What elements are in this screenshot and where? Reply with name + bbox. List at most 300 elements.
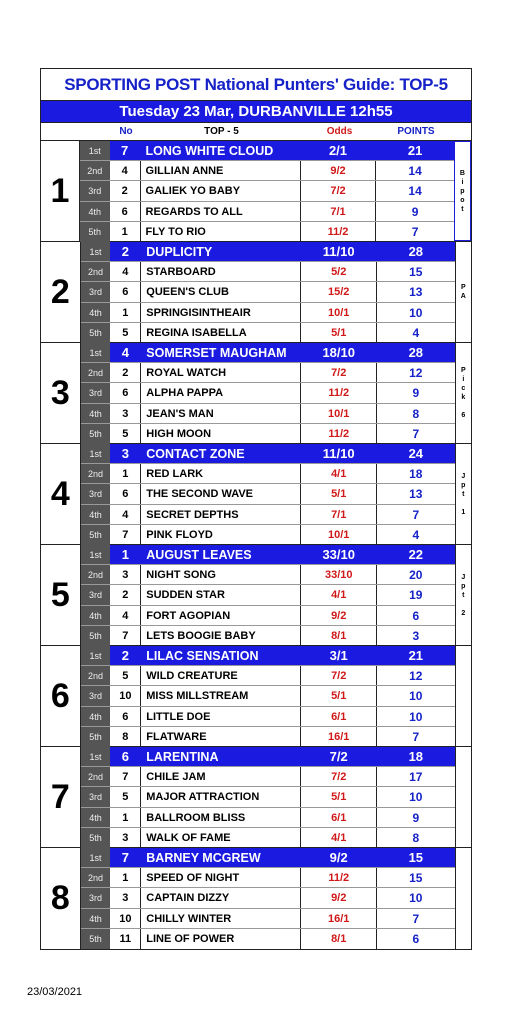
horse-number: 7 xyxy=(110,525,141,545)
horse-number: 2 xyxy=(110,242,141,261)
horse-name: FLY TO RIO xyxy=(141,222,301,242)
finish-position: 1st xyxy=(80,141,110,160)
bet-type-note xyxy=(455,848,471,949)
header-odds: Odds xyxy=(326,126,353,137)
print-date: 23/03/2021 xyxy=(27,986,83,998)
horse-odds: 15/2 xyxy=(301,282,377,301)
finish-position: 4th xyxy=(81,808,111,827)
horse-number: 7 xyxy=(110,767,141,786)
horse-name: LITTLE DOE xyxy=(141,707,301,726)
selection-row xyxy=(81,262,455,282)
race-block xyxy=(41,848,471,949)
bet-type-note xyxy=(455,545,471,645)
note-char: o xyxy=(460,196,465,204)
note-char: P xyxy=(460,284,466,291)
finish-position: 1st xyxy=(81,242,111,261)
horse-points: 19 xyxy=(409,588,423,603)
horse-odds: 7/1 xyxy=(301,505,377,524)
horse-points: 15 xyxy=(377,848,455,867)
race-selections xyxy=(81,747,455,847)
race-selections xyxy=(81,545,455,645)
horse-number: 1 xyxy=(110,868,141,887)
horse-odds: 5/1 xyxy=(301,484,377,503)
horse-odds: 4/1 xyxy=(301,464,377,483)
race-number: 3 xyxy=(41,343,81,443)
horse-odds: 11/2 xyxy=(301,868,377,887)
horse-number: 1 xyxy=(110,808,141,827)
horse-odds: 16/1 xyxy=(301,909,377,928)
horse-points: 8 xyxy=(412,406,420,421)
horse-number: 7 xyxy=(110,848,141,867)
selection-row xyxy=(81,525,455,545)
horse-name: QUEEN'S CLUB xyxy=(141,282,301,301)
horse-number: 10 xyxy=(110,686,141,705)
horse-number: 1 xyxy=(110,222,141,242)
horse-odds: 7/2 xyxy=(301,666,377,685)
note-char: t xyxy=(462,490,465,498)
selection-row xyxy=(80,222,454,242)
selection-row xyxy=(81,404,455,424)
horse-odds: 4/1 xyxy=(301,828,377,848)
horse-number: 5 xyxy=(110,787,141,806)
note-char: J xyxy=(461,573,466,581)
race-block xyxy=(41,242,471,343)
horse-odds: 9/2 xyxy=(301,848,377,867)
horse-points: 3 xyxy=(412,628,420,643)
horse-name: GILLIAN ANNE xyxy=(141,161,301,180)
note-char: B xyxy=(459,169,465,177)
finish-position: 3rd xyxy=(81,888,111,907)
horse-name: ALPHA PAPPA xyxy=(141,383,301,402)
finish-position: 5th xyxy=(81,626,111,646)
horse-number: 5 xyxy=(110,424,141,444)
horse-odds: 9/2 xyxy=(301,606,377,625)
finish-position: 2nd xyxy=(81,363,111,382)
horse-name: CAPTAIN DIZZY xyxy=(141,888,301,907)
selection-row xyxy=(80,141,454,161)
horse-points: 28 xyxy=(377,242,455,261)
horse-odds: 11/2 xyxy=(301,424,377,444)
horse-points: 7 xyxy=(411,224,419,239)
race-number: 4 xyxy=(41,444,81,544)
horse-odds: 7/2 xyxy=(301,767,377,786)
finish-position: 2nd xyxy=(81,262,111,281)
selection-row xyxy=(81,929,455,949)
note-char: t xyxy=(462,591,465,599)
horse-number: 7 xyxy=(110,141,141,160)
horse-name: WILD CREATURE xyxy=(141,666,301,685)
horse-odds: 7/1 xyxy=(301,202,377,221)
horse-points: 9 xyxy=(412,810,420,825)
horse-number: 6 xyxy=(110,747,141,766)
race-selections xyxy=(81,242,455,342)
race-number: 6 xyxy=(41,646,81,746)
horse-number: 2 xyxy=(110,181,141,200)
finish-position: 2nd xyxy=(81,868,111,887)
horse-number: 6 xyxy=(110,707,141,726)
finish-position: 3rd xyxy=(81,585,111,604)
finish-position: 4th xyxy=(81,606,111,625)
selection-row xyxy=(81,424,455,444)
finish-position: 2nd xyxy=(81,565,111,584)
finish-position: 3rd xyxy=(81,383,111,402)
horse-points: 21 xyxy=(377,646,455,665)
selection-row xyxy=(81,666,455,686)
race-number: 7 xyxy=(41,747,81,847)
horse-number: 10 xyxy=(110,909,141,928)
horse-points: 10 xyxy=(409,689,423,704)
header-no: No xyxy=(119,126,133,137)
horse-odds: 5/1 xyxy=(301,686,377,705)
note-char: c xyxy=(461,385,466,392)
horse-name: WALK OF FAME xyxy=(141,828,301,848)
bet-type-note xyxy=(455,444,471,544)
horse-number: 4 xyxy=(110,343,141,362)
note-char: J xyxy=(461,472,466,480)
horse-odds: 7/2 xyxy=(301,363,377,382)
horse-points: 15 xyxy=(409,871,423,886)
finish-position: 2nd xyxy=(81,464,111,483)
selection-row xyxy=(81,808,455,828)
horse-name: LONG WHITE CLOUD xyxy=(141,141,301,160)
horse-name: THE SECOND WAVE xyxy=(141,484,301,503)
horse-name: SECRET DEPTHS xyxy=(141,505,301,524)
bet-type-note xyxy=(455,242,471,342)
finish-position: 1st xyxy=(81,444,111,463)
horse-points: 18 xyxy=(409,467,423,482)
horse-odds: 16/1 xyxy=(301,727,377,747)
horse-points: 21 xyxy=(376,141,454,160)
race-block xyxy=(41,444,471,545)
bet-type-note xyxy=(455,343,471,443)
finish-position: 3rd xyxy=(81,686,111,705)
finish-position: 5th xyxy=(81,727,111,747)
note-char: k xyxy=(461,394,466,401)
horse-name: BALLROOM BLISS xyxy=(141,808,301,827)
selection-row xyxy=(80,202,454,222)
finish-position: 4th xyxy=(81,909,111,928)
finish-position: 2nd xyxy=(81,666,111,685)
selection-row xyxy=(81,909,455,929)
horse-name: FORT AGOPIAN xyxy=(141,606,301,625)
horse-points: 18 xyxy=(377,747,455,766)
selection-row xyxy=(81,868,455,888)
finish-position: 1st xyxy=(81,343,111,362)
race-number: 5 xyxy=(41,545,81,645)
horse-name: MISS MILLSTREAM xyxy=(141,686,301,705)
horse-number: 3 xyxy=(110,888,141,907)
selection-row xyxy=(81,505,455,525)
finish-position: 1st xyxy=(81,646,111,665)
note-char: t xyxy=(461,205,464,213)
horse-name: ROYAL WATCH xyxy=(141,363,301,382)
selection-row xyxy=(81,242,455,262)
horse-points: 10 xyxy=(409,891,423,906)
selection-row xyxy=(81,646,455,666)
horse-number: 11 xyxy=(110,929,141,949)
selection-row xyxy=(81,323,455,343)
horse-odds: 11/10 xyxy=(301,444,377,463)
selection-row xyxy=(81,444,455,464)
horse-number: 1 xyxy=(110,545,141,564)
header-points: POINTS xyxy=(397,126,435,137)
finish-position: 5th xyxy=(81,424,111,444)
selection-row xyxy=(81,828,455,848)
horse-points: 9 xyxy=(412,386,420,401)
race-number: 2 xyxy=(41,242,81,342)
finish-position: 3rd xyxy=(81,484,111,503)
horse-odds: 11/2 xyxy=(301,383,377,402)
column-header-row xyxy=(41,123,471,141)
horse-odds: 18/10 xyxy=(301,343,377,362)
horse-number: 2 xyxy=(110,646,141,665)
horse-points: 9 xyxy=(411,204,419,219)
bet-type-note xyxy=(455,646,471,746)
finish-position: 3rd xyxy=(80,181,110,200)
horse-odds: 7/2 xyxy=(301,747,377,766)
race-selections xyxy=(80,141,454,241)
bet-type-note xyxy=(455,747,471,847)
finish-position: 3rd xyxy=(81,282,111,301)
race-number: 8 xyxy=(41,848,81,949)
selection-row xyxy=(81,343,455,363)
horse-number: 2 xyxy=(110,585,141,604)
horse-number: 6 xyxy=(110,383,141,402)
horse-number: 7 xyxy=(110,626,141,646)
selection-row xyxy=(81,464,455,484)
horse-points: 20 xyxy=(409,568,423,583)
sheet-title: SPORTING POST National Punters' Guide: TOP-5 xyxy=(64,75,448,94)
horse-number: 4 xyxy=(110,262,141,281)
race-block xyxy=(41,141,471,242)
horse-points: 7 xyxy=(412,507,420,522)
finish-position: 5th xyxy=(81,323,111,343)
finish-position: 2nd xyxy=(81,767,111,786)
selection-row xyxy=(81,363,455,383)
selection-row xyxy=(81,303,455,323)
horse-odds: 10/1 xyxy=(301,525,377,545)
horse-odds: 11/10 xyxy=(301,242,377,261)
race-block xyxy=(41,343,471,444)
horse-points: 14 xyxy=(408,164,422,179)
selection-row xyxy=(81,484,455,504)
finish-position: 4th xyxy=(81,303,111,322)
finish-position: 4th xyxy=(81,707,111,726)
horse-name: PINK FLOYD xyxy=(141,525,301,545)
horse-points: 7 xyxy=(412,911,420,926)
horse-odds: 8/1 xyxy=(301,929,377,949)
horse-name: REGARDS TO ALL xyxy=(141,202,301,221)
race-selections xyxy=(81,343,455,443)
selection-row xyxy=(81,606,455,626)
horse-number: 4 xyxy=(110,606,141,625)
finish-position: 5th xyxy=(81,929,111,949)
horse-name: FLATWARE xyxy=(141,727,301,747)
note-char: i xyxy=(461,178,464,186)
selection-row xyxy=(81,707,455,727)
horse-name: LETS BOOGIE BABY xyxy=(141,626,301,646)
punters-guide-sheet xyxy=(40,68,472,950)
horse-name: CHILE JAM xyxy=(141,767,301,786)
horse-number: 1 xyxy=(110,303,141,322)
selection-row xyxy=(80,161,454,181)
selection-row xyxy=(81,282,455,302)
selection-row xyxy=(81,787,455,807)
horse-name: AUGUST LEAVES xyxy=(141,545,301,564)
horse-odds: 5/1 xyxy=(301,323,377,343)
horse-name: MAJOR ATTRACTION xyxy=(141,787,301,806)
selection-row xyxy=(81,626,455,646)
horse-odds: 2/1 xyxy=(301,141,377,160)
horse-number: 6 xyxy=(110,484,141,503)
horse-points: 13 xyxy=(409,285,423,300)
horse-points: 10 xyxy=(409,709,423,724)
finish-position: 3rd xyxy=(81,787,111,806)
horse-name: JEAN'S MAN xyxy=(141,404,301,423)
horse-number: 5 xyxy=(110,323,141,343)
horse-odds: 5/1 xyxy=(301,787,377,806)
finish-position: 2nd xyxy=(80,161,110,180)
horse-name: STARBOARD xyxy=(141,262,301,281)
horse-points: 13 xyxy=(409,487,423,502)
race-block xyxy=(41,545,471,646)
selection-row xyxy=(81,888,455,908)
selection-row xyxy=(81,686,455,706)
horse-name: LINE OF POWER xyxy=(141,929,301,949)
horse-odds: 9/2 xyxy=(301,161,377,180)
horse-points: 12 xyxy=(409,669,423,684)
finish-position: 1st xyxy=(81,747,111,766)
horse-points: 22 xyxy=(377,545,455,564)
horse-points: 28 xyxy=(377,343,455,362)
race-selections xyxy=(81,444,455,544)
horse-points: 7 xyxy=(412,426,420,441)
horse-number: 1 xyxy=(110,464,141,483)
horse-odds: 33/10 xyxy=(301,565,377,584)
horse-name: REGINA ISABELLA xyxy=(141,323,301,343)
finish-position: 5th xyxy=(81,828,111,848)
horse-number: 3 xyxy=(110,444,141,463)
horse-odds: 4/1 xyxy=(301,585,377,604)
race-selections xyxy=(81,646,455,746)
selection-row xyxy=(81,545,455,565)
selection-row xyxy=(81,383,455,403)
horse-points: 4 xyxy=(412,325,420,340)
horse-points: 14 xyxy=(408,184,422,199)
horse-name: CONTACT ZONE xyxy=(141,444,301,463)
horse-name: SPEED OF NIGHT xyxy=(141,868,301,887)
horse-name: NIGHT SONG xyxy=(141,565,301,584)
horse-name: CHILLY WINTER xyxy=(141,909,301,928)
horse-odds: 5/2 xyxy=(301,262,377,281)
note-char: p xyxy=(460,187,465,195)
horse-points: 10 xyxy=(409,790,423,805)
horse-name: LARENTINA xyxy=(141,747,301,766)
horse-number: 4 xyxy=(110,505,141,524)
race-selections xyxy=(81,848,455,949)
finish-position: 4th xyxy=(80,202,110,221)
horse-name: RED LARK xyxy=(141,464,301,483)
races-container xyxy=(41,141,471,949)
horse-name: DUPLICITY xyxy=(141,242,301,261)
note-char: p xyxy=(461,582,466,590)
finish-position: 5th xyxy=(80,222,110,242)
horse-number: 2 xyxy=(110,363,141,382)
horse-odds: 9/2 xyxy=(301,888,377,907)
horse-name: SUDDEN STAR xyxy=(141,585,301,604)
horse-number: 5 xyxy=(110,666,141,685)
horse-odds: 10/1 xyxy=(301,404,377,423)
horse-number: 4 xyxy=(110,161,141,180)
horse-number: 6 xyxy=(110,282,141,301)
note-char: A xyxy=(460,293,466,300)
selection-row xyxy=(81,767,455,787)
horse-name: SOMERSET MAUGHAM xyxy=(141,343,301,362)
horse-points: 10 xyxy=(409,305,423,320)
horse-points: 24 xyxy=(377,444,455,463)
header-top5: TOP - 5 xyxy=(204,126,239,137)
horse-number: 6 xyxy=(110,202,141,221)
horse-number: 3 xyxy=(110,404,141,423)
note-char: 2 xyxy=(461,609,466,617)
horse-odds: 6/1 xyxy=(301,808,377,827)
horse-points: 6 xyxy=(412,931,420,946)
horse-points: 4 xyxy=(412,527,420,542)
note-char: 6 xyxy=(461,412,466,419)
note-char: i xyxy=(462,376,465,383)
finish-position: 4th xyxy=(81,505,111,524)
note-char: P xyxy=(460,367,466,374)
race-block xyxy=(41,747,471,848)
note-char: p xyxy=(461,481,466,489)
finish-position: 4th xyxy=(81,404,111,423)
selection-row xyxy=(81,585,455,605)
selection-row xyxy=(81,747,455,767)
selection-row xyxy=(81,727,455,747)
race-block xyxy=(41,646,471,747)
horse-points: 17 xyxy=(409,770,423,785)
horse-odds: 6/1 xyxy=(301,707,377,726)
bet-type-note xyxy=(454,141,471,241)
horse-name: GALIEK YO BABY xyxy=(141,181,301,200)
finish-position: 1st xyxy=(81,848,111,867)
horse-number: 8 xyxy=(110,727,141,747)
horse-number: 3 xyxy=(110,828,141,848)
horse-points: 12 xyxy=(409,366,423,381)
horse-points: 8 xyxy=(412,830,420,845)
horse-points: 6 xyxy=(412,608,420,623)
note-char: 1 xyxy=(461,508,466,516)
horse-points: 15 xyxy=(409,265,423,280)
horse-name: BARNEY MCGREW xyxy=(141,848,301,867)
horse-odds: 33/10 xyxy=(301,545,377,564)
meeting-subtitle: Tuesday 23 Mar, DURBANVILLE 12h55 xyxy=(41,100,471,123)
horse-odds: 8/1 xyxy=(301,626,377,646)
selection-row xyxy=(81,565,455,585)
horse-name: SPRINGISINTHEAIR xyxy=(141,303,301,322)
finish-position: 1st xyxy=(81,545,111,564)
horse-points: 7 xyxy=(412,729,420,744)
race-number: 1 xyxy=(41,141,80,241)
horse-name: HIGH MOON xyxy=(141,424,301,444)
horse-odds: 3/1 xyxy=(301,646,377,665)
horse-odds: 7/2 xyxy=(301,181,377,200)
selection-row xyxy=(80,181,454,201)
horse-odds: 10/1 xyxy=(301,303,377,322)
selection-row xyxy=(81,848,455,868)
horse-odds: 11/2 xyxy=(301,222,377,242)
horse-name: LILAC SENSATION xyxy=(141,646,301,665)
